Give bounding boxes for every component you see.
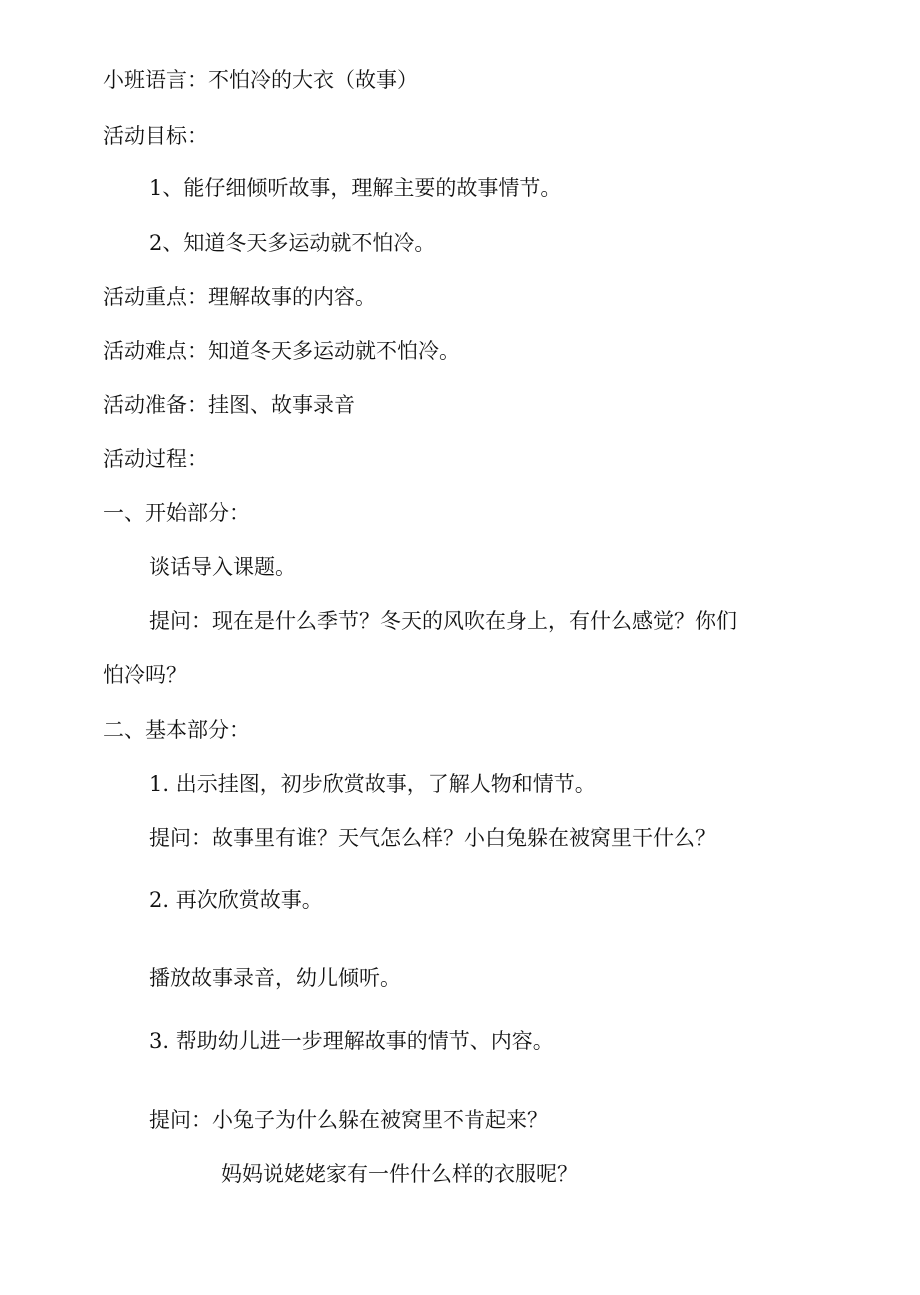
part-one-question-line1: 提问：现在是什么季节？冬天的风吹在身上，有什么感觉？你们 [149,609,737,633]
goal-item-1: 1、能仔细倾听故事，理解主要的故事情节。 [149,176,562,200]
part-one-intro: 谈话导入课题。 [149,555,296,579]
step-2: 2. 再次欣赏故事。 [149,888,323,912]
step-3-question-1: 提问：小兔子为什么躲在被窝里不肯起来？ [149,1108,548,1132]
step-3: 3. 帮助幼儿进一步理解故事的情节、内容。 [149,1029,554,1053]
difficulty: 活动难点：知道冬天多运动就不怕冷。 [103,339,460,363]
step-2-detail: 播放故事录音，幼儿倾听。 [149,966,401,990]
process-heading: 活动过程： [103,447,208,471]
goal-item-2: 2、知道冬天多运动就不怕冷。 [149,231,436,255]
part-one-question-line2: 怕冷吗？ [103,663,187,687]
part-two-heading: 二、基本部分： [103,718,250,742]
step-1: 1. 出示挂图，初步欣赏故事，了解人物和情节。 [149,772,596,796]
preparation: 活动准备：挂图、故事录音 [103,393,355,417]
step-3-question-2: 妈妈说姥姥家有一件什么样的衣服呢？ [221,1162,578,1186]
part-one-heading: 一、开始部分： [103,501,250,525]
step-1-question: 提问：故事里有谁？天气怎么样？小白兔躲在被窝里干什么？ [149,826,716,850]
key-point: 活动重点：理解故事的内容。 [103,285,376,309]
goals-heading: 活动目标： [103,124,208,148]
document-title: 小班语言：不怕冷的大衣（故事） [103,68,418,92]
